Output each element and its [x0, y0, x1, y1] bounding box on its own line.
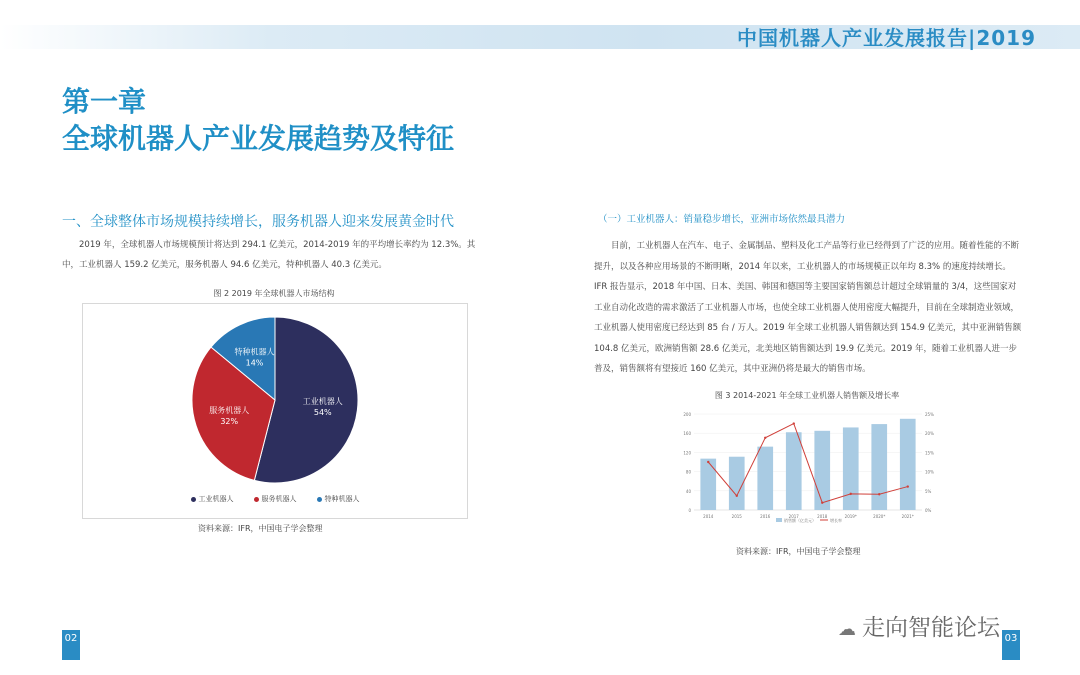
y-tick-label: 200	[683, 412, 691, 417]
figure2-source: 资料来源：IFR，中国电子学会整理	[198, 524, 323, 533]
line-legend-label: 增长率	[830, 518, 842, 523]
y2-tick-label: 10%	[925, 469, 934, 475]
x-tick-label-0: 2014	[703, 514, 714, 519]
legend-label-0: 工业机器人	[198, 495, 234, 503]
bar-1	[729, 457, 745, 510]
growth-point-0	[707, 461, 709, 463]
bar-0	[700, 459, 716, 510]
y2-tick-label: 20%	[925, 431, 934, 437]
pie-legend	[83, 494, 467, 504]
bar-chart-frame	[672, 406, 942, 528]
bar-legend-label: 销售额（亿美元）	[784, 518, 816, 523]
y-tick-label: 0	[688, 508, 691, 513]
growth-point-6	[878, 493, 880, 495]
page-number-right: 03	[1002, 630, 1020, 660]
figure3-caption: 图 3 2014-2021 年全球工业机器人销售额及增长率	[714, 391, 900, 400]
legend-swatch-2	[317, 497, 322, 502]
chapter-title: 全球机器人产业发展趋势及特征	[62, 122, 455, 155]
y2-tick-label: 5%	[925, 488, 932, 494]
pie-label-2: 特种机器人	[234, 347, 275, 357]
pie-chart-frame	[82, 303, 468, 519]
bar-7	[900, 419, 916, 510]
legend-item-0	[191, 495, 234, 503]
legend-swatch-1	[254, 497, 259, 502]
x-tick-label-5: 2019*	[844, 514, 857, 519]
pie-value-0: 54%	[313, 408, 332, 418]
y2-tick-label: 15%	[925, 450, 934, 456]
watermark	[838, 609, 1000, 642]
growth-point-1	[736, 495, 738, 497]
pie-label-0: 工业机器人	[302, 397, 343, 407]
bar-legend-swatch	[776, 518, 782, 522]
y-tick-label: 160	[683, 431, 691, 437]
subsection-heading: （一）工业机器人：销量稳步增长，亚洲市场依然最具潜力	[598, 214, 846, 225]
bar-chart	[672, 406, 942, 528]
figure3-source: 资料来源：IFR，中国电子学会整理	[736, 547, 861, 556]
y2-tick-label: 0%	[925, 508, 932, 513]
chapter-number: 第一章	[62, 85, 147, 118]
bar-4	[814, 431, 830, 510]
legend-label-2: 特种机器人	[324, 495, 360, 503]
section-paragraph: 2019 年，全球机器人市场规模预计将达到 294.1 亿美元，2014-2019 年的平均增长率约为 12.3%。其中，工业机器人 159.2 亿美元，服务机器人 94.6 亿美元，特种机器人 40.3 亿美元。	[62, 240, 476, 270]
bar-6	[871, 424, 887, 510]
pie-value-2: 14%	[245, 358, 264, 368]
subsection-paragraph: 目前，工业机器人在汽车、电子、金属制品、塑料及化工产品等行业已经得到了广泛的应用。随着性能的不断提升，以及各种应用场景的不断明晰，2014 年以来，工业机器人的市场规模正以年均 8.3% 的速度持续增长。IFR 报告显示，2018 年中国、日本、美国、韩国和德国等主要国家销售额总计超过全球销量的 3/4，这些国家对工业自动化改造的需求激活了工业机器人市场，也使全球工业机器人使用密度大幅提升，目前在全球制造业领域，工业机器人使用密度已经达到 85 台 / 万人。2019 年全球工业机器人销售额达到 154.9 亿美元，其中亚洲销售额 104.8 亿美元，欧洲销售额 28.6 亿美元，北美地区销售额达到 19.9 亿美元。2019 年，随着工业机器人进一步普及，销售额将有望接近 160 亿美元，其中亚洲仍将是最大的销售市场。	[594, 241, 1022, 374]
y2-tick-label: 25%	[925, 412, 934, 417]
legend-item-1	[254, 495, 297, 503]
growth-point-3	[793, 422, 795, 424]
pie-value-1: 32%	[220, 416, 239, 426]
x-tick-label-3: 2017	[788, 514, 799, 519]
wechat-icon: ☁	[838, 619, 856, 640]
pie-label-1: 服务机器人	[209, 405, 250, 415]
report-title: 中国机器人产业发展报告|2019	[737, 26, 1036, 50]
bar-5	[843, 427, 859, 510]
figure2-caption: 图 2 2019 年全球机器人市场结构	[213, 289, 335, 298]
legend-label-1: 服务机器人	[261, 495, 297, 503]
growth-point-5	[850, 493, 852, 495]
x-tick-label-6: 2020*	[873, 514, 886, 519]
legend-item-2	[317, 495, 360, 503]
pie-chart	[83, 304, 467, 490]
x-tick-label-2: 2016	[760, 514, 771, 519]
growth-point-2	[764, 437, 766, 439]
growth-point-4	[821, 502, 823, 504]
x-tick-label-1: 2015	[731, 514, 742, 519]
page-number-left: 02	[62, 630, 80, 660]
section-heading: 一、全球整体市场规模持续增长，服务机器人迎来发展黄金时代	[62, 214, 454, 230]
y-tick-label: 40	[685, 488, 691, 494]
growth-point-7	[907, 485, 909, 487]
legend-swatch-0	[191, 497, 196, 502]
x-tick-label-4: 2018	[817, 514, 828, 519]
bar-3	[786, 432, 802, 510]
y-tick-label: 80	[685, 469, 691, 475]
bar-2	[757, 447, 773, 510]
x-tick-label-7: 2021*	[901, 514, 914, 519]
y-tick-label: 120	[683, 450, 691, 456]
watermark-text: 走向智能论坛	[862, 615, 1000, 641]
